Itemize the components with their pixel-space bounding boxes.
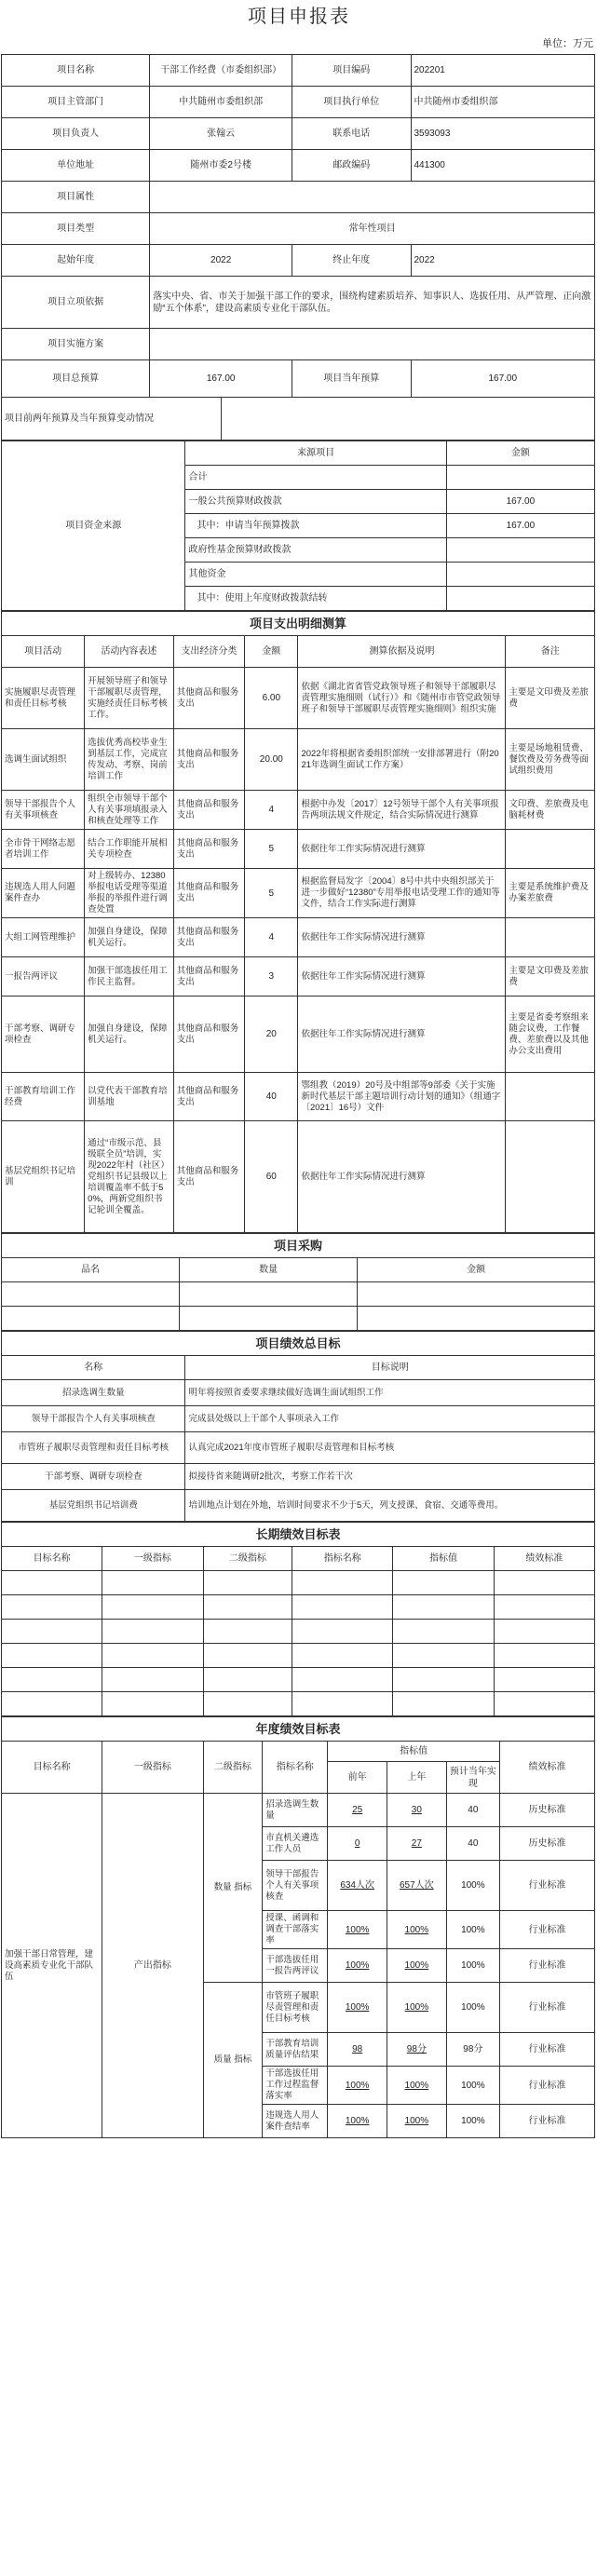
overall-goal-desc: 培训地点计划在外地，培训时间要求不少于5天，列支授课、食宿、交通等费用。 xyxy=(185,1490,595,1522)
annual-prev1: 100% xyxy=(387,2105,447,2138)
expense-note: 文印费、差旅费及电脑耗材费 xyxy=(506,791,595,830)
expense-econ: 其他商品和服务支出 xyxy=(173,869,244,918)
procurement-header: 品名 xyxy=(2,1258,180,1282)
longterm-cell xyxy=(494,1620,594,1644)
overall-goal-desc: 明年将按照省委要求继续做好选调生面试组织工作 xyxy=(185,1380,595,1406)
longterm-header: 指标值 xyxy=(393,1547,494,1571)
longterm-cell xyxy=(203,1668,292,1692)
longterm-cell xyxy=(2,1644,102,1668)
annual-lvl2: 质量 指标 xyxy=(203,1983,263,2138)
longterm-cell xyxy=(292,1668,393,1692)
expense-amount: 20.00 xyxy=(245,729,298,791)
prev-budget-label: 项目前两年预算及当年预算变动情况 xyxy=(2,398,222,441)
type-value: 常年性项目 xyxy=(150,213,595,245)
annual-prev2: 100% xyxy=(328,1983,387,2033)
longterm-cell xyxy=(102,1644,203,1668)
annual-goals-table xyxy=(1,1716,595,2138)
funding-row: 其中：使用上年度财政拨款结转 xyxy=(185,587,446,611)
funding-label: 项目资金来源 xyxy=(2,441,185,611)
longterm-header: 指标名称 xyxy=(292,1547,393,1571)
overall-goals-table xyxy=(1,1331,595,1522)
funding-source-header: 来源项目 xyxy=(185,441,446,466)
annual-prev2: 100% xyxy=(328,1949,387,1983)
annual-goal-name: 加强干部日常管理，建设高素质专业化干部队伍 xyxy=(2,1794,102,2138)
longterm-cell xyxy=(203,1620,292,1644)
expense-row xyxy=(2,830,595,869)
longterm-cell xyxy=(393,1620,494,1644)
expense-basis: 依据《湖北省省管党政领导班子和领导干部履职尽责管理实施细则（试行）》和《随州市市管党政领导班子和领导干部履职尽责管理实施细则》组织实施 xyxy=(298,668,506,729)
expense-header: 活动内容表述 xyxy=(85,636,174,668)
annual-expect: 100% xyxy=(446,1861,499,1911)
longterm-cell xyxy=(2,1620,102,1644)
longterm-cell xyxy=(292,1692,393,1716)
funding-amount xyxy=(446,587,594,611)
address-label: 单位地址 xyxy=(2,150,150,182)
annual-header-std: 绩效标准 xyxy=(500,1742,595,1794)
funding-table xyxy=(1,441,595,611)
longterm-header: 绩效标准 xyxy=(494,1547,594,1571)
annual-indicator: 干部选拔任用工作过程监督落实率 xyxy=(263,2067,328,2105)
funding-row: 一般公共预算财政拨款 xyxy=(185,490,446,514)
type-label: 项目类型 xyxy=(2,213,150,245)
funding-amount: 167.00 xyxy=(446,514,594,538)
expense-econ: 其他商品和服务支出 xyxy=(173,918,244,957)
annual-header-name: 目标名称 xyxy=(2,1742,102,1794)
longterm-row xyxy=(2,1692,595,1716)
overall-goal-name: 招录选调生数量 xyxy=(2,1380,185,1406)
expense-row xyxy=(2,668,595,729)
zip-value: 441300 xyxy=(411,150,595,182)
annual-indicator: 招录选调生数量 xyxy=(263,1794,328,1827)
procurement-cell xyxy=(180,1282,358,1307)
annual-indicator: 领导干部报告个人有关事项核查 xyxy=(263,1861,328,1911)
expense-content: 开展领导班子和领导干部履职尽责管理，实施经责任目标考核工作。 xyxy=(85,668,174,729)
expense-econ: 其他商品和服务支出 xyxy=(173,957,244,997)
expense-content: 选拔优秀高校毕业生到基层工作，完成宣传发动、考察、岗前培训工作 xyxy=(85,729,174,791)
expense-row xyxy=(2,1121,595,1233)
expense-note xyxy=(506,1073,595,1121)
address-value: 随州市委2号楼 xyxy=(150,150,292,182)
annual-std: 行业标准 xyxy=(500,2033,595,2067)
dept-label: 项目主管部门 xyxy=(2,87,150,118)
annual-expect: 98分 xyxy=(446,2033,499,2067)
procurement-cell xyxy=(358,1282,595,1307)
total-value: 167.00 xyxy=(150,360,292,398)
annual-indicator: 授课、函调和调查干部落实率 xyxy=(263,1911,328,1949)
annual-prev1: 30 xyxy=(387,1794,447,1827)
start-value: 2022 xyxy=(150,245,292,277)
attr-label: 项目属性 xyxy=(2,182,150,213)
overall-goal-desc: 完成县处级以上干部个人事项录入工作 xyxy=(185,1406,595,1432)
annual-std: 历史标准 xyxy=(500,1794,595,1827)
overall-goal-row xyxy=(2,1432,595,1464)
end-label: 终止年度 xyxy=(292,245,411,277)
overall-goal-name: 领导干部报告个人有关事项核查 xyxy=(2,1406,185,1432)
expense-econ: 其他商品和服务支出 xyxy=(173,791,244,830)
annual-std: 行业标准 xyxy=(500,1861,595,1911)
expense-amount: 5 xyxy=(245,869,298,918)
procurement-header: 数量 xyxy=(180,1258,358,1282)
expense-row xyxy=(2,729,595,791)
expense-row xyxy=(2,997,595,1073)
longterm-cell xyxy=(203,1692,292,1716)
zip-label: 邮政编码 xyxy=(292,150,411,182)
funding-row: 政府性基金预算财政拨款 xyxy=(185,538,446,563)
annual-prev1: 100% xyxy=(387,2067,447,2105)
annual-header-value: 指标值 xyxy=(328,1742,500,1762)
attr-value xyxy=(150,182,595,213)
exec-value: 中共随州市委组织部 xyxy=(411,87,595,118)
annual-indicator: 干部选拔任用一报告两评议 xyxy=(263,1949,328,1983)
expense-note: 主要是场地租赁费、餐饮费及劳务费等面试组织费用 xyxy=(506,729,595,791)
annual-expect: 100% xyxy=(446,1949,499,1983)
expense-amount: 20 xyxy=(245,997,298,1073)
longterm-cell xyxy=(2,1595,102,1620)
procurement-cell xyxy=(358,1307,595,1331)
longterm-cell xyxy=(102,1668,203,1692)
phone-value: 3593093 xyxy=(411,118,595,150)
funding-amount-header: 金额 xyxy=(446,441,594,466)
annual-expect: 100% xyxy=(446,2067,499,2105)
overall-goal-row xyxy=(2,1464,595,1490)
funding-amount xyxy=(446,466,594,490)
longterm-cell xyxy=(292,1571,393,1595)
leader-value: 张翰云 xyxy=(150,118,292,150)
expense-content: 加强自身建设，保障机关运行。 xyxy=(85,997,174,1073)
annual-prev1: 27 xyxy=(387,1827,447,1861)
longterm-header: 目标名称 xyxy=(2,1547,102,1571)
expense-content: 结合工作职能开展相关专项检查 xyxy=(85,830,174,869)
annual-std: 行业标准 xyxy=(500,1911,595,1949)
longterm-cell xyxy=(393,1571,494,1595)
annual-expect: 100% xyxy=(446,2105,499,2138)
current-label: 项目当年预算 xyxy=(292,360,411,398)
annual-indicator: 干部教育培训质量评估结果 xyxy=(263,2033,328,2067)
funding-amount xyxy=(446,538,594,563)
project-code-value: 202201 xyxy=(411,55,595,87)
expense-note xyxy=(506,1121,595,1233)
expense-basis: 依据往年工作实际情况进行测算 xyxy=(298,997,506,1073)
expense-activity: 选调生面试组织 xyxy=(2,729,85,791)
expense-note: 主要是省委考察组来随会议费，工作餐费、差旅费以及其他办公支出费用 xyxy=(506,997,595,1073)
procurement-header: 金额 xyxy=(358,1258,595,1282)
project-name-label: 项目名称 xyxy=(2,55,150,87)
longterm-cell xyxy=(292,1595,393,1620)
plan-label: 项目实施方案 xyxy=(2,329,150,360)
overall-goals-header: 名称 xyxy=(2,1356,185,1380)
longterm-cell xyxy=(2,1692,102,1716)
total-label: 项目总预算 xyxy=(2,360,150,398)
longterm-cell xyxy=(102,1571,203,1595)
longterm-header: 一级指标 xyxy=(102,1547,203,1571)
annual-std: 行业标准 xyxy=(500,2067,595,2105)
annual-prev2: 100% xyxy=(328,2067,387,2105)
annual-header-lvl1: 一级指标 xyxy=(102,1742,203,1794)
expense-amount: 3 xyxy=(245,957,298,997)
expense-econ: 其他商品和服务支出 xyxy=(173,997,244,1073)
procurement-table xyxy=(1,1233,595,1331)
basic-info-table xyxy=(1,54,595,441)
expense-header: 支出经济分类 xyxy=(173,636,244,668)
expense-content: 以党代表干部教育培训基地 xyxy=(85,1073,174,1121)
expense-basis: 根据监督局发字〔2004〕8号中共中央组织部关于进一步做好“12380”专用举报电话受理工作的通知等文件，结合工作实际进行测算 xyxy=(298,869,506,918)
longterm-cell xyxy=(292,1620,393,1644)
longterm-row xyxy=(2,1595,595,1620)
overall-goal-name: 干部考察、调研专项检查 xyxy=(2,1464,185,1490)
end-value: 2022 xyxy=(411,245,595,277)
annual-expect: 100% xyxy=(446,1983,499,2033)
annual-prev1: 100% xyxy=(387,1911,447,1949)
expense-row xyxy=(2,1073,595,1121)
start-label: 起始年度 xyxy=(2,245,150,277)
expense-row xyxy=(2,791,595,830)
funding-row: 其他资金 xyxy=(185,563,446,587)
expense-activity: 一报告两评议 xyxy=(2,957,85,997)
overall-goals-section-title: 项目绩效总目标 xyxy=(2,1332,595,1356)
expense-note: 主要是文印费及差旅费 xyxy=(506,668,595,729)
expense-activity: 基层党组织书记培训 xyxy=(2,1121,85,1233)
annual-expect: 40 xyxy=(446,1827,499,1861)
annual-prev1: 100% xyxy=(387,1983,447,2033)
annual-indicator: 违规选人用人案件查结率 xyxy=(263,2105,328,2138)
annual-indicator: 市管班子履职尽责管理和责任目标考核 xyxy=(263,1983,328,2033)
funding-row: 合计 xyxy=(185,466,446,490)
annual-section-title: 年度绩效目标表 xyxy=(2,1717,595,1742)
expense-amount: 5 xyxy=(245,830,298,869)
basis-label: 项目立项依据 xyxy=(2,277,150,329)
longterm-cell xyxy=(102,1692,203,1716)
page-title: 项目申报表 xyxy=(248,7,350,27)
expense-note: 主要是系统维护费及办案差旅费 xyxy=(506,869,595,918)
project-name-value: 干部工作经费（市委组织部） xyxy=(150,55,292,87)
longterm-cell xyxy=(393,1644,494,1668)
longterm-cell xyxy=(102,1595,203,1620)
longterm-cell xyxy=(393,1692,494,1716)
annual-std: 历史标准 xyxy=(500,1827,595,1861)
expense-header: 项目活动 xyxy=(2,636,85,668)
longterm-row xyxy=(2,1620,595,1644)
longterm-cell xyxy=(203,1644,292,1668)
plan-value xyxy=(150,329,595,360)
longterm-row xyxy=(2,1668,595,1692)
procurement-cell xyxy=(2,1282,180,1307)
longterm-goals-table xyxy=(1,1522,595,1716)
expense-basis: 根据中办发〔2017〕12号领导干部个人有关事项报告两项法规文件规定，结合实际情况进行测算 xyxy=(298,791,506,830)
annual-prev2: 25 xyxy=(328,1794,387,1827)
overall-goal-row xyxy=(2,1406,595,1432)
annual-lvl2: 数量 指标 xyxy=(203,1794,263,1983)
expense-activity: 实施履职尽责管理和责任目标考核 xyxy=(2,668,85,729)
expense-econ: 其他商品和服务支出 xyxy=(173,830,244,869)
longterm-cell xyxy=(292,1644,393,1668)
expense-activity: 领导干部报告个人有关事项核查 xyxy=(2,791,85,830)
funding-row: 其中：申请当年预算拨款 xyxy=(185,514,446,538)
longterm-row xyxy=(2,1644,595,1668)
expense-basis: 依据往年工作实际情况进行测算 xyxy=(298,918,506,957)
longterm-section-title: 长期绩效目标表 xyxy=(2,1523,595,1547)
expense-econ: 其他商品和服务支出 xyxy=(173,729,244,791)
longterm-header: 二级指标 xyxy=(203,1547,292,1571)
expense-econ: 其他商品和服务支出 xyxy=(173,1073,244,1121)
expense-activity: 干部教育培训工作经费 xyxy=(2,1073,85,1121)
expense-amount: 6.00 xyxy=(245,668,298,729)
expense-basis: 2022年将根据省委组织部统一安排部署进行（附2021年选调生面试工作方案） xyxy=(298,729,506,791)
longterm-cell xyxy=(494,1668,594,1692)
expense-basis: 依据往年工作实际情况进行测算 xyxy=(298,957,506,997)
expense-note xyxy=(506,830,595,869)
expense-basis: 依据往年工作实际情况进行测算 xyxy=(298,1121,506,1233)
expense-amount: 60 xyxy=(245,1121,298,1233)
annual-lvl1: 产出指标 xyxy=(102,1794,203,2138)
longterm-cell xyxy=(494,1644,594,1668)
expense-amount: 4 xyxy=(245,918,298,957)
expense-note: 主要是文印费及差旅费 xyxy=(506,957,595,997)
annual-prev2: 100% xyxy=(328,1911,387,1949)
overall-goal-desc: 拟接待省来随调研2批次，考察工作若干次 xyxy=(185,1464,595,1490)
annual-prev1: 100% xyxy=(387,1949,447,1983)
current-value: 167.00 xyxy=(411,360,595,398)
overall-goals-header: 目标说明 xyxy=(185,1356,595,1380)
annual-prev2: 100% xyxy=(328,2105,387,2138)
expense-content: 通过“市级示范、县级联全员”培训，实现2022年村（社区）党组织书记县级以上培训覆盖率不低于50%，两新党组织书记轮训全覆盖。 xyxy=(85,1121,174,1233)
expense-row xyxy=(2,957,595,997)
annual-header-lvl2: 二级指标 xyxy=(203,1742,263,1794)
expense-table xyxy=(1,611,595,1233)
procurement-section-title: 项目采购 xyxy=(2,1234,595,1258)
prev-budget-value xyxy=(221,398,594,441)
expense-activity: 全市骨干网络志愿者培训工作 xyxy=(2,830,85,869)
phone-label: 联系电话 xyxy=(292,118,411,150)
annual-std: 行业标准 xyxy=(500,2105,595,2138)
longterm-cell xyxy=(393,1595,494,1620)
longterm-row xyxy=(2,1571,595,1595)
expense-header: 金额 xyxy=(245,636,298,668)
annual-header-expect: 预计当年实现 xyxy=(446,1762,499,1794)
overall-goal-row xyxy=(2,1380,595,1406)
annual-row xyxy=(2,1794,595,1827)
funding-amount xyxy=(446,563,594,587)
longterm-cell xyxy=(102,1620,203,1644)
annual-indicator: 市直机关遴选工作人员 xyxy=(263,1827,328,1861)
overall-goal-name: 基层党组织书记培训费 xyxy=(2,1490,185,1522)
longterm-cell xyxy=(2,1668,102,1692)
annual-prev1: 657人次 xyxy=(387,1861,447,1911)
annual-header-prev1: 上年 xyxy=(387,1762,447,1794)
annual-prev2: 634人次 xyxy=(328,1861,387,1911)
overall-goal-name: 市管班子履职尽责管理和责任目标考核 xyxy=(2,1432,185,1464)
project-code-label: 项目编码 xyxy=(292,55,411,87)
expense-activity: 大组工网管理维护 xyxy=(2,918,85,957)
longterm-cell xyxy=(494,1692,594,1716)
expense-note xyxy=(506,918,595,957)
expense-content: 加强干部选拔任用工作民主监督。 xyxy=(85,957,174,997)
expense-header: 测算依据及说明 xyxy=(298,636,506,668)
expense-content: 组织全市领导干部个人有关事项填报录入和核查处理等工作 xyxy=(85,791,174,830)
expense-activity: 干部考察、调研专项检查 xyxy=(2,997,85,1073)
annual-expect: 100% xyxy=(446,1911,499,1949)
expense-econ: 其他商品和服务支出 xyxy=(173,1121,244,1233)
funding-amount: 167.00 xyxy=(446,490,594,514)
expense-econ: 其他商品和服务支出 xyxy=(173,668,244,729)
basis-value: 落实中央、省、市关于加强干部工作的要求，围绕构建素质培养、知事识人、选拔任用、从严管理、正向激励“五个体系”，建设高素质专业化干部队伍。 xyxy=(150,277,595,329)
annual-expect: 40 xyxy=(446,1794,499,1827)
annual-header-prev2: 前年 xyxy=(328,1762,387,1794)
annual-prev1: 98分 xyxy=(387,2033,447,2067)
leader-label: 项目负责人 xyxy=(2,118,150,150)
expense-row xyxy=(2,918,595,957)
longterm-cell xyxy=(393,1668,494,1692)
longterm-cell xyxy=(494,1571,594,1595)
annual-header-indicator: 指标名称 xyxy=(263,1742,328,1794)
procurement-cell xyxy=(180,1307,358,1331)
overall-goal-desc: 认真完成2021年度市管班子履职尽责管理和目标考核 xyxy=(185,1432,595,1464)
expense-section-title: 项目支出明细测算 xyxy=(2,612,595,636)
exec-label: 项目执行单位 xyxy=(292,87,411,118)
overall-goal-row xyxy=(2,1490,595,1522)
annual-prev2: 98 xyxy=(328,2033,387,2067)
longterm-cell xyxy=(203,1595,292,1620)
unit-label: 单位：万元 xyxy=(542,38,593,49)
expense-amount: 40 xyxy=(245,1073,298,1121)
longterm-cell xyxy=(203,1571,292,1595)
procurement-cell xyxy=(2,1307,180,1331)
expense-basis: 依据往年工作实际情况进行测算 xyxy=(298,830,506,869)
annual-std: 行业标准 xyxy=(500,1949,595,1983)
expense-content: 加强自身建设，保障机关运行。 xyxy=(85,918,174,957)
expense-content: 对上级转办、12380举报电话受理等渠道举报的举报件进行调查处置 xyxy=(85,869,174,918)
expense-activity: 违规选人用人问题案件查办 xyxy=(2,869,85,918)
expense-header: 备注 xyxy=(506,636,595,668)
longterm-cell xyxy=(494,1595,594,1620)
expense-basis: 鄂组教（2019）20号及中组部等9部委《关于实施新时代基层干部主题培训行动计划的通知》（组通字〔2021〕16号）文件 xyxy=(298,1073,506,1121)
expense-amount: 4 xyxy=(245,791,298,830)
longterm-cell xyxy=(2,1571,102,1595)
dept-value: 中共随州市委组织部 xyxy=(150,87,292,118)
annual-std: 行业标准 xyxy=(500,1983,595,2033)
expense-row xyxy=(2,869,595,918)
annual-prev2: 0 xyxy=(328,1827,387,1861)
